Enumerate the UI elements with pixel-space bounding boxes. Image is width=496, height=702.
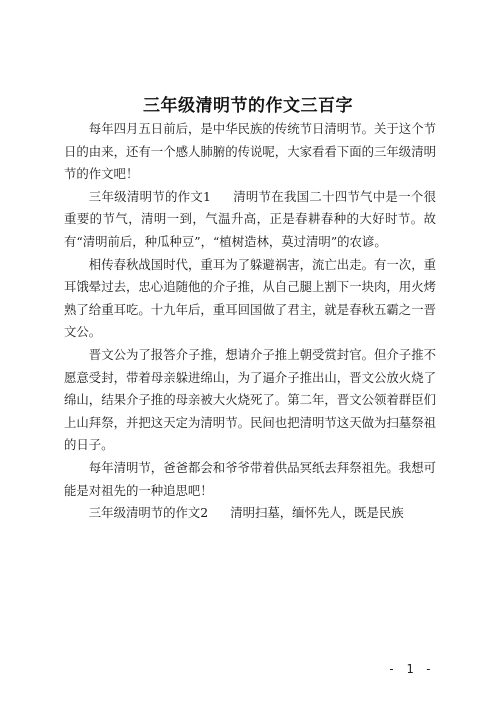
essay-1-paragraph-3: 晋文公为了报答介子推，想请介子推上朝受赏封官。但介子推不愿意受封，带着母亲躲进绵山，为了逼介子推出山，晋文公放火烧了绵山，结果介子推的母亲被大火烧死了。第二年，晋文公领着群臣们上山拜祭，并把这天定为清明节。民间也把清明节这天做为扫墓祭祖的日子。	[64, 346, 436, 453]
essay-1-first-paragraph	[64, 186, 436, 254]
document-title: 三年级清明节的作文三百字	[143, 96, 353, 116]
essay-1-paragraph-1-text: 清明节在我国二十四节气中是一个很重要的节气，清明一到，气温升高，正是春耕春种的大好时节。故有“清明前后，种瓜种豆”，“植树造林，莫过清明”的农谚。	[64, 188, 437, 249]
essay-2-heading: 三年级清明节的作文2	[88, 505, 209, 521]
document-body	[64, 118, 436, 525]
intro-paragraph: 每年四月五日前后，是中华民族的传统节日清明节。关于这个节日的由来，还有一个感人肺腑的传说呢，大家看看下面的三年级清明节的作文吧！	[64, 121, 436, 182]
page-number: - 1 -	[387, 662, 434, 676]
essay-2-paragraph-1-text: 清明扫墓，缅怀先人，既是民族	[230, 505, 404, 521]
essay-1-paragraph-4: 每年清明节，爸爸都会和爷爷带着供品冥纸去拜祭祖先。我想可能是对祖先的一种追思吧！	[64, 459, 436, 498]
essay-1-heading: 三年级清明节的作文1	[88, 188, 211, 204]
essay-2-first-paragraph	[64, 502, 436, 525]
essay-1-paragraph-2: 相传春秋战国时代，重耳为了躲避祸害，流亡出走。有一次，重耳饿晕过去，忠心追随他的介子推，从自己腿上割下一块肉，用火烤熟了给重耳吃。十九年后，重耳回国做了君主，就是春秋五霸之一晋文公。	[64, 256, 436, 340]
